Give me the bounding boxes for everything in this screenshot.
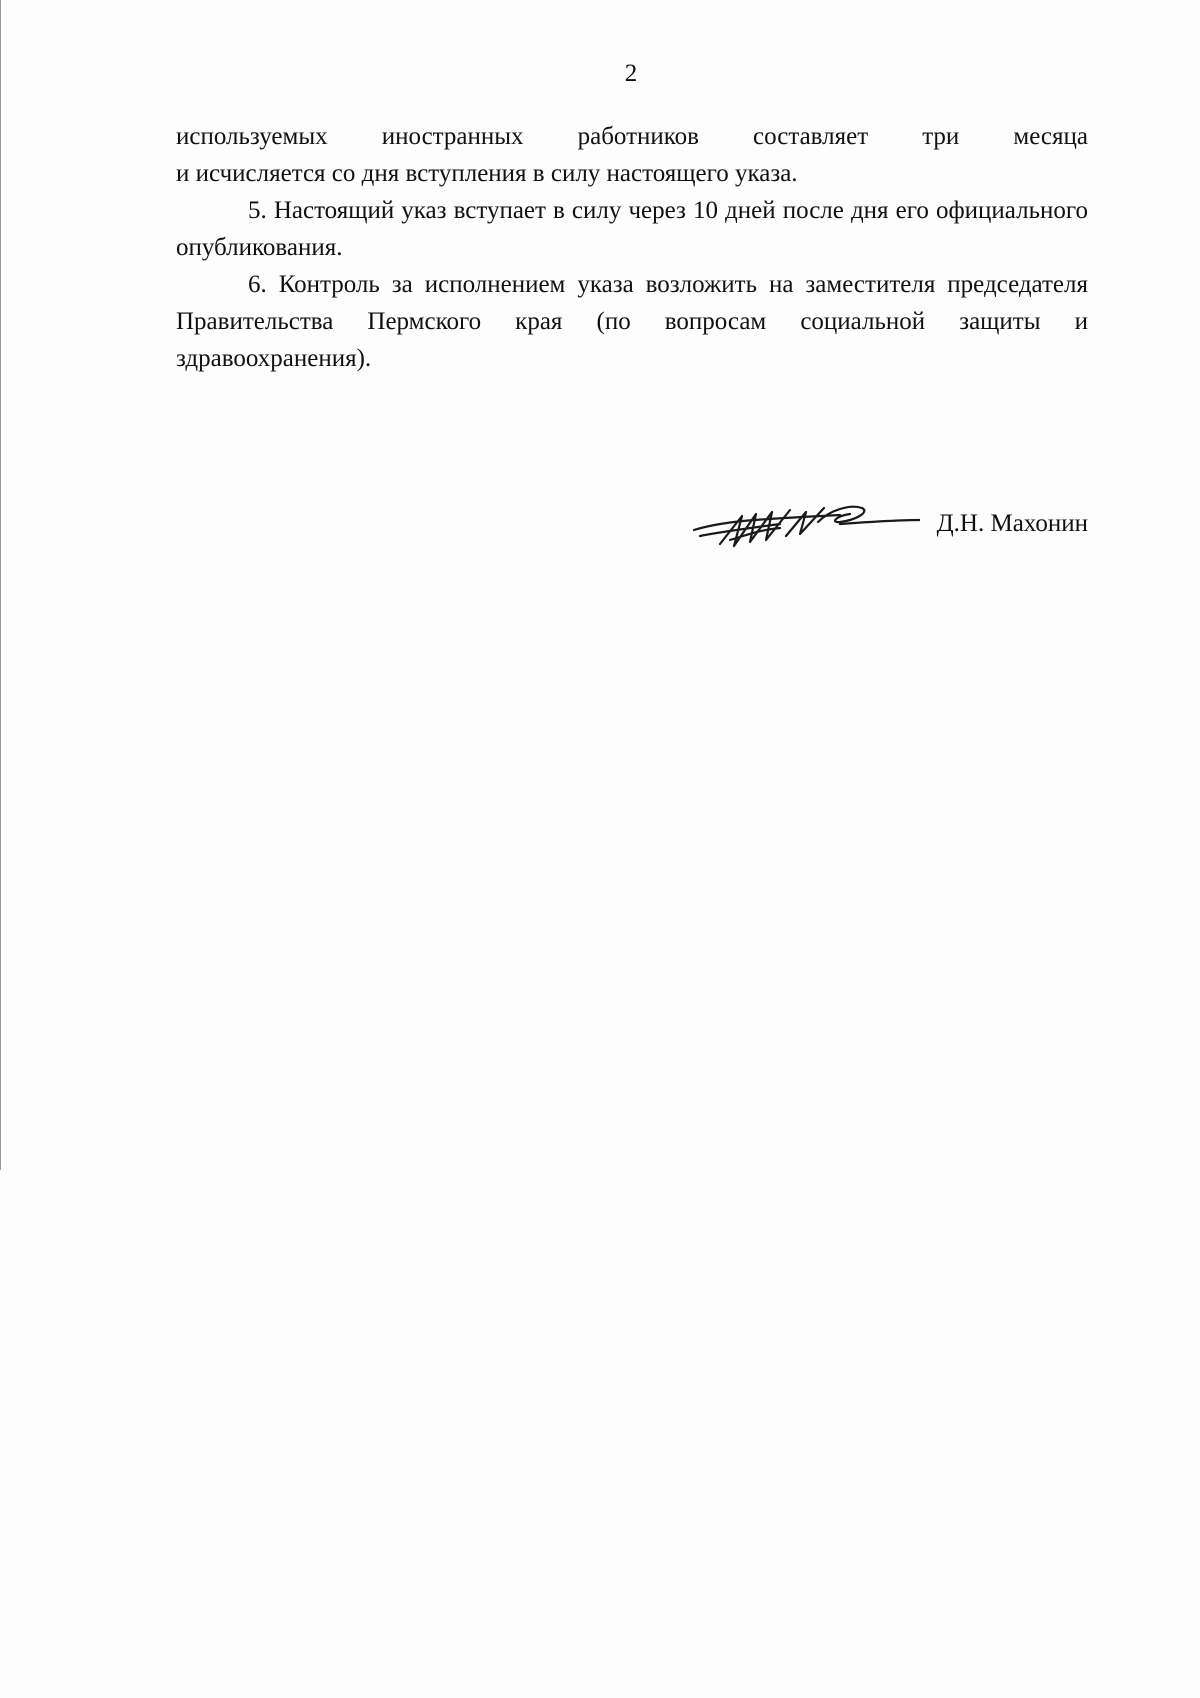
paragraph-continuation-line-2: и исчисляется со дня вступления в силу настоящего указа. — [176, 160, 798, 187]
page-number: 2 — [624, 60, 638, 87]
document-body — [176, 118, 1088, 377]
scan-edge-line — [0, 0, 1, 1170]
paragraph-continuation — [176, 118, 1088, 192]
paragraph-continuation-line-1: используемых иностранных работников составляет три месяца — [176, 123, 1088, 150]
signature-block — [690, 500, 1088, 560]
paragraph-5: 5. Настоящий указ вступает в силу через 10 дней после дня его официального опубликования. — [176, 197, 1088, 261]
signer-name: Д.Н. Махонин — [936, 510, 1088, 537]
handwritten-signature — [690, 500, 920, 560]
paragraph-6: 6. Контроль за исполнением указа возложить на заместителя председателя Правительства Пермского края (по вопросам социальной защиты и здравоохранения). — [176, 271, 1088, 372]
